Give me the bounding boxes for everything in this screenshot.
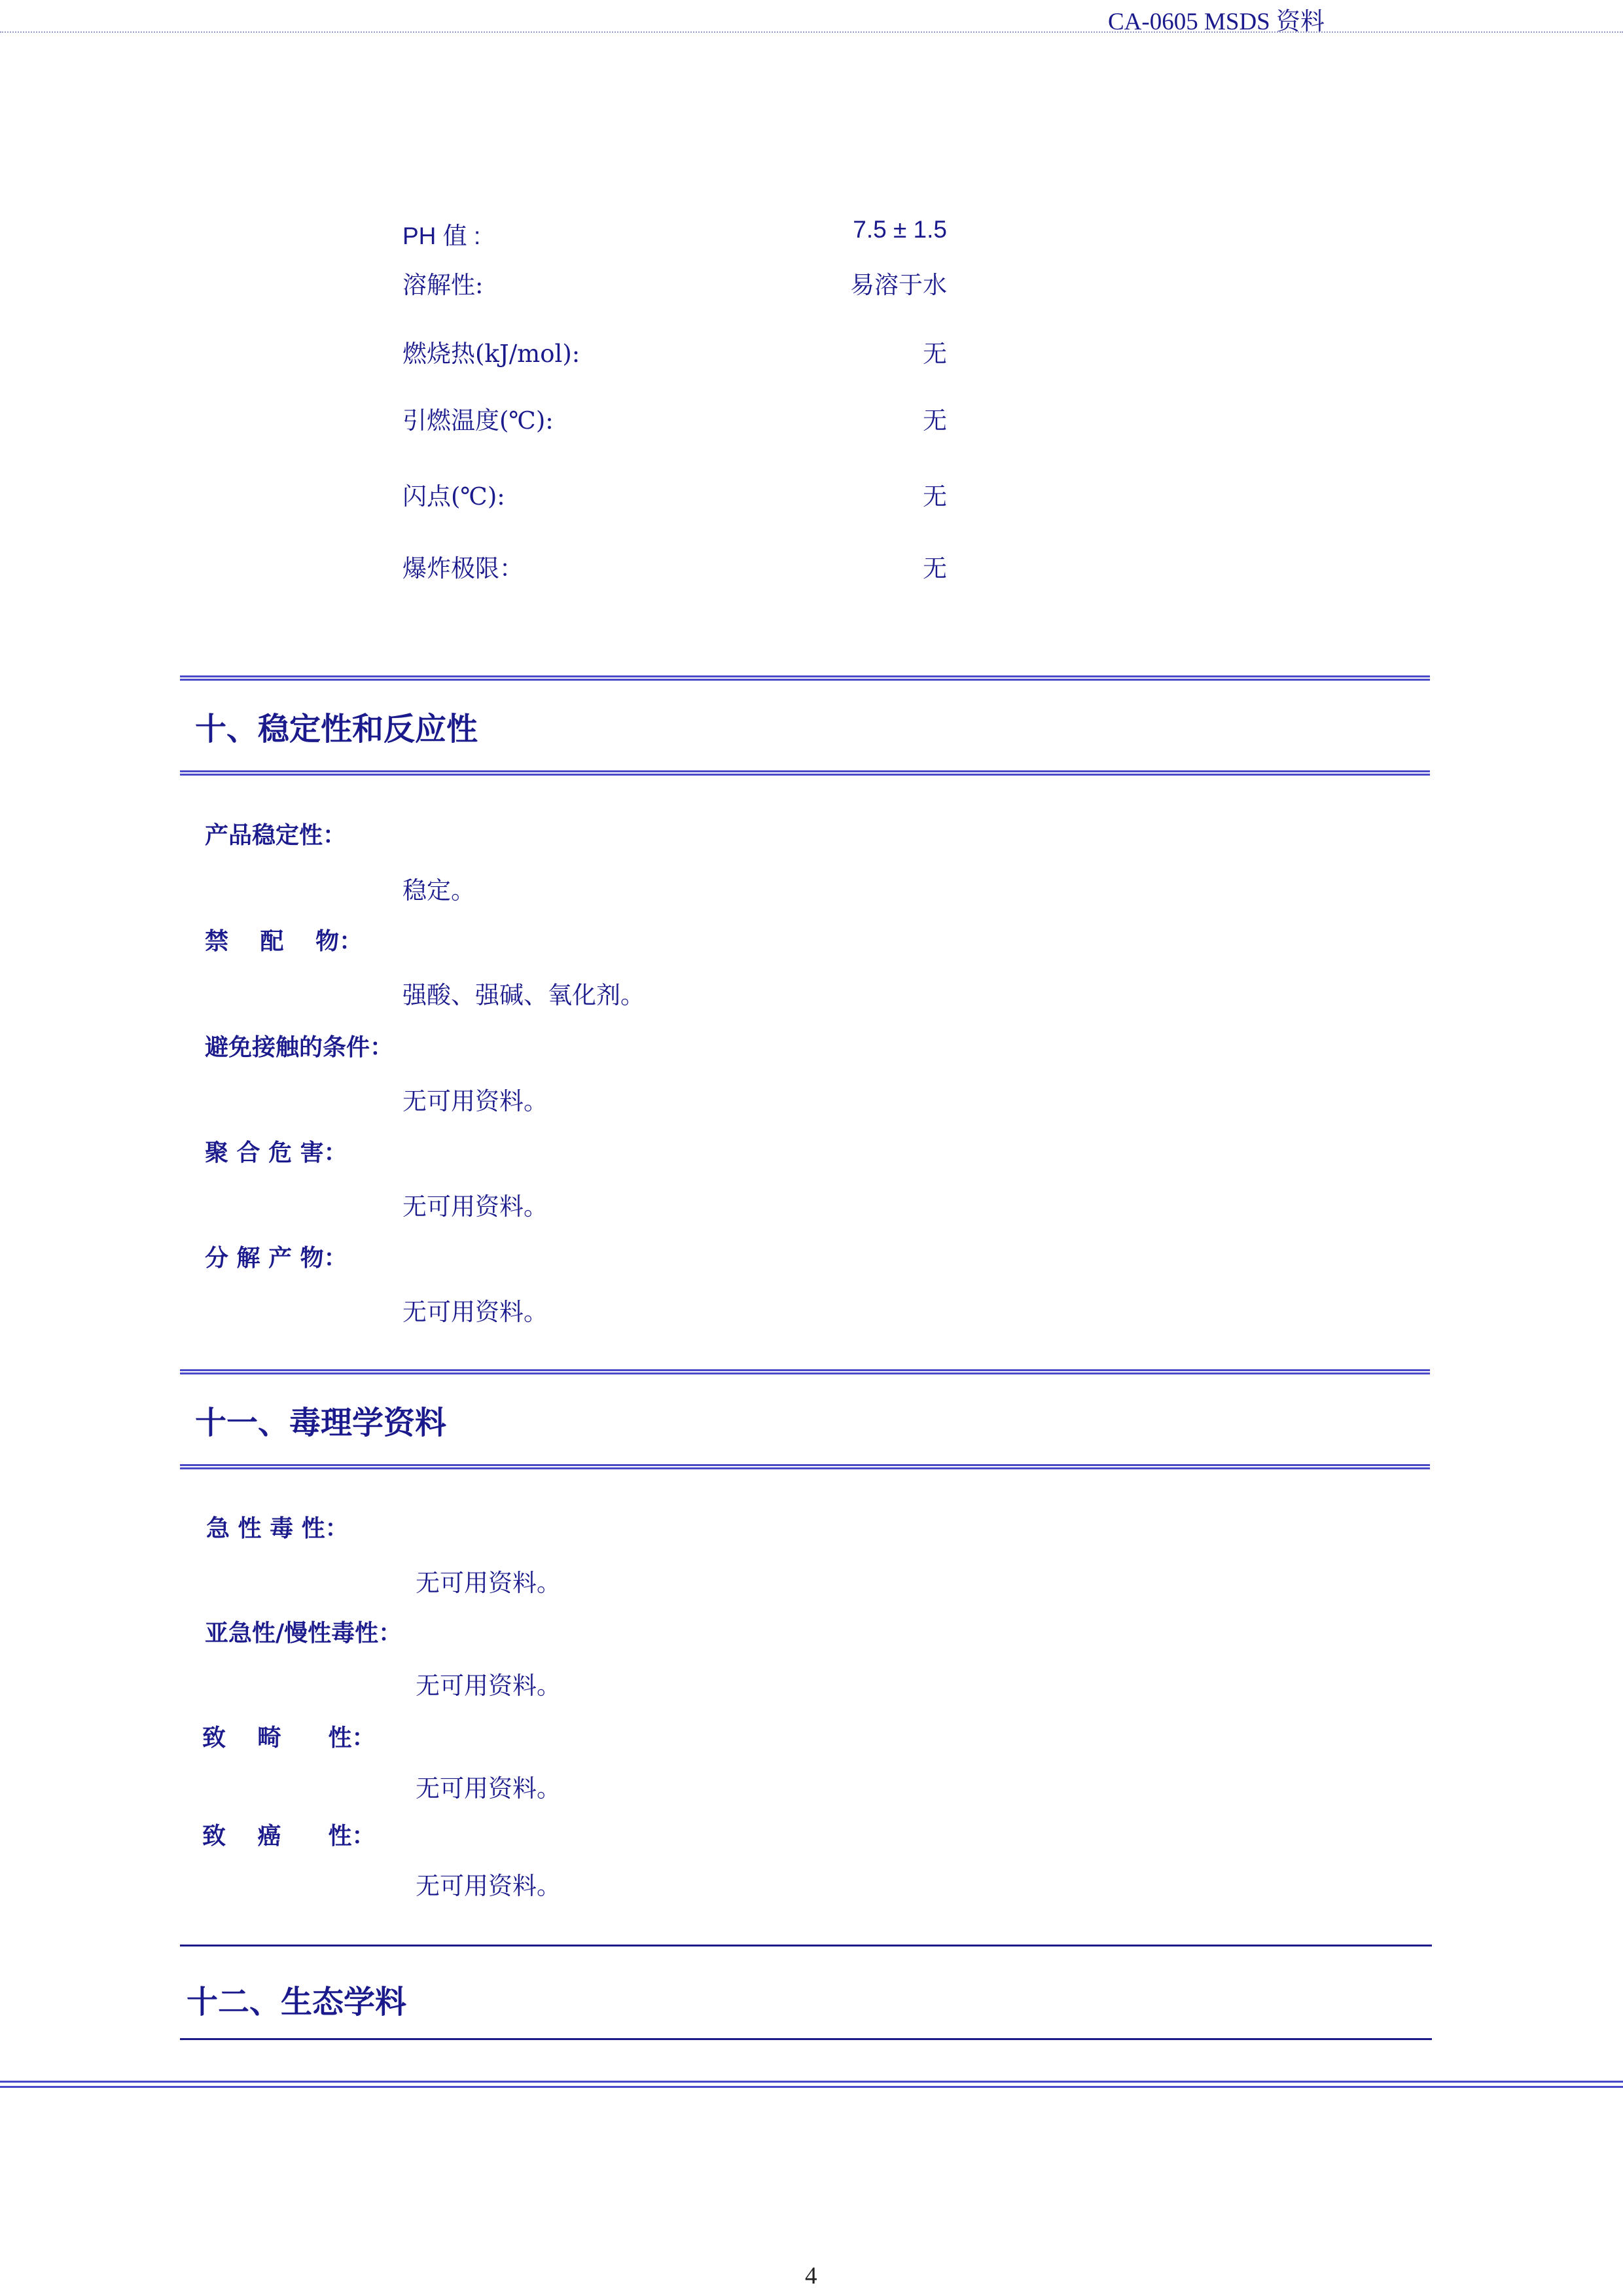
item-label: 致 畸 性： — [202, 1724, 376, 1751]
header-divider — [0, 31, 1623, 33]
section-divider — [180, 1369, 1430, 1374]
section-divider — [180, 2038, 1432, 2040]
section-title: 十、稳定性和反应性 — [195, 711, 478, 747]
item-value: 无可用资料。 — [416, 1774, 561, 1803]
property-label: 引燃温度(℃): — [402, 406, 554, 435]
property-value: 7.5 ± 1.5 — [853, 216, 947, 243]
property-value: 无 — [923, 554, 947, 583]
item-value: 无可用资料。 — [416, 1672, 561, 1700]
property-value: 易溶于水 — [850, 271, 947, 299]
item-label: 分 解 产 物： — [205, 1244, 348, 1272]
property-label: 燃烧热(kJ/mol): — [402, 340, 580, 368]
item-value: 无可用资料。 — [416, 1872, 561, 1900]
item-value: 无可用资料。 — [402, 1298, 548, 1326]
item-value: 无可用资料。 — [416, 1569, 561, 1597]
item-label: 禁 配 物： — [205, 927, 363, 955]
item-label: 亚急性/慢性毒性： — [205, 1619, 402, 1647]
property-label: PH 值 : — [402, 223, 481, 249]
page-number: 4 — [805, 2263, 817, 2289]
property-label: 爆炸极限： — [402, 554, 524, 583]
property-value: 无 — [923, 406, 947, 435]
property-label: 闪点(℃): — [402, 482, 505, 511]
property-value: 无 — [923, 340, 947, 368]
item-label: 急 性 毒 性： — [206, 1515, 349, 1542]
section-divider — [180, 1464, 1430, 1469]
section-divider — [180, 770, 1430, 776]
property-value: 无 — [923, 482, 947, 511]
item-value: 强酸、强碱、氧化剂。 — [402, 981, 645, 1009]
item-value: 稳定。 — [402, 876, 475, 905]
footer-divider — [0, 2081, 1623, 2088]
section-divider — [180, 675, 1430, 681]
item-value: 无可用资料。 — [402, 1087, 548, 1115]
document-header: CA-0605 MSDS 资料 — [1108, 9, 1325, 35]
section-divider — [180, 1945, 1432, 1946]
item-label: 避免接触的条件： — [205, 1033, 394, 1061]
section-title: 十一、毒理学资料 — [195, 1405, 447, 1441]
item-label: 产品稳定性： — [205, 821, 347, 849]
item-label: 致 癌 性： — [202, 1822, 376, 1850]
item-label: 聚 合 危 害： — [205, 1139, 348, 1166]
property-label: 溶解性: — [402, 271, 484, 299]
section-title: 十二、生态学料 — [187, 1984, 407, 2020]
item-value: 无可用资料。 — [402, 1193, 548, 1221]
